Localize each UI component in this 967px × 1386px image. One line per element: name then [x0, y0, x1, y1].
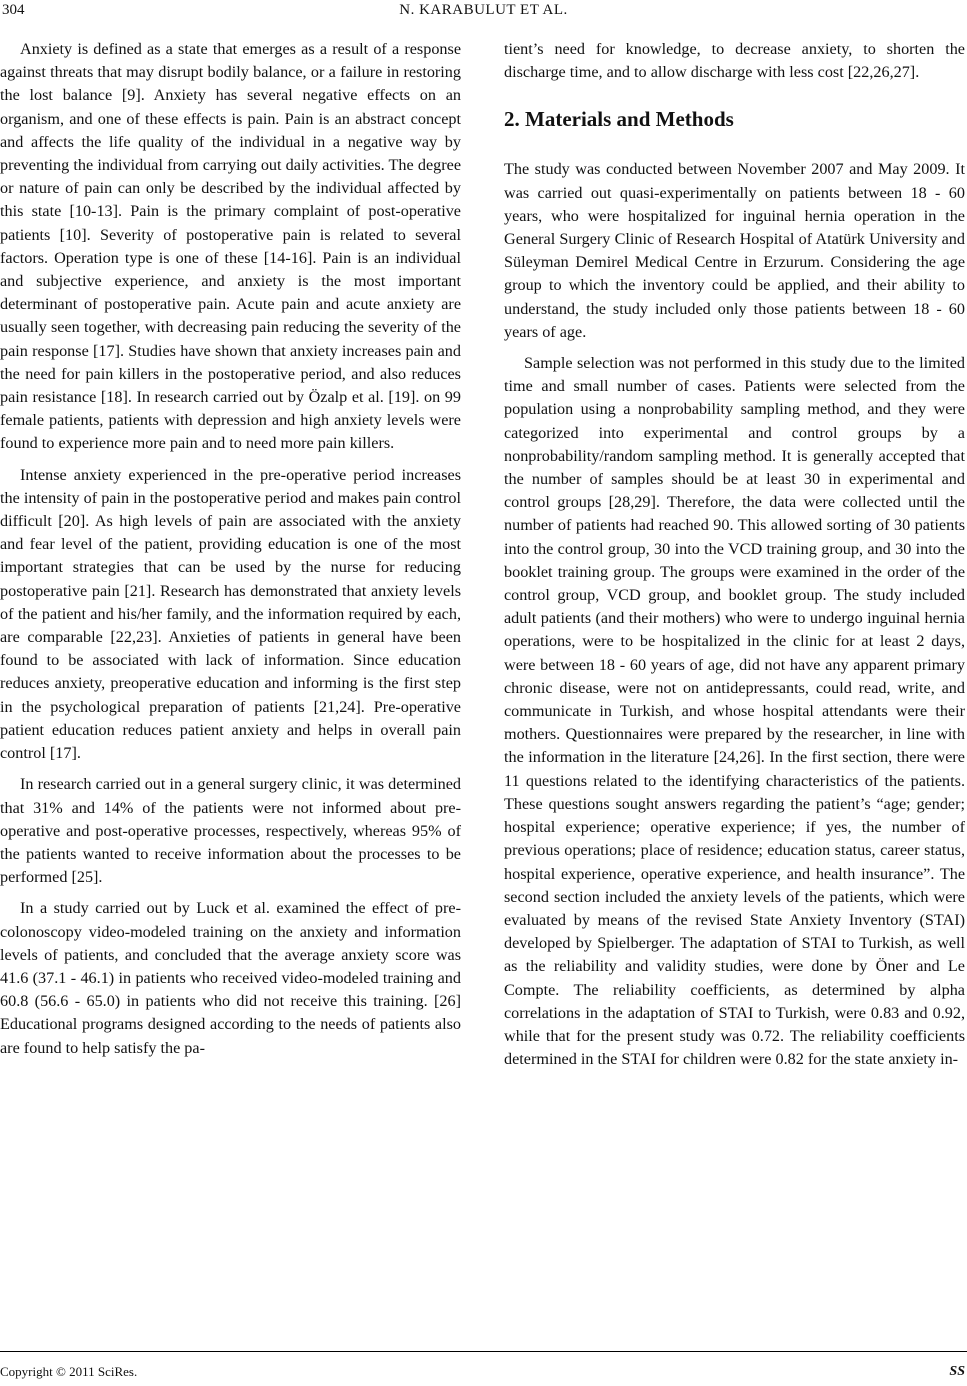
page-number: 304 — [2, 2, 25, 18]
paragraph-continuation: tient’s need for knowledge, to decrease anxiety, to shorten the discharge time, and to allow discharge with less cost [22,26,27]. — [504, 40, 965, 82]
journal-abbreviation: SS — [949, 1364, 965, 1379]
copyright-notice: Copyright © 2011 SciRes. — [0, 1364, 138, 1379]
running-head: N. KARABULUT ET AL. — [399, 2, 568, 18]
left-column — [0, 38, 461, 1068]
paragraph: In a study carried out by Luck et al. examined the effect of pre-colonoscopy video-modeled training on the anxiety and information levels of patients, and concluded that the average anxiety score was 41.6 (37.1 - 46.1) in patients who received video-modeled training and 60.8 (56.6 - 65.0) in patients who did not receive this training. [26] Educational programs designed according to the needs of patients also are found to help satisfy the pa- — [0, 899, 461, 1057]
section-heading: 2. Materials and Methods — [504, 107, 734, 132]
paragraph: Anxiety is defined as a state that emerges as a result of a response against threats that may disrupt bodily balance, or a failure in restoring the lost balance [9]. Anxiety has several negative effects on an organism, and one of these effects is pain. Pain is an abstract concept and affects the life quality of the individual in a negative way by preventing the individual from carrying out daily activities. The degree or nature of pain can only be described by the individual affected by this state [10-13]. Pain is the primary complaint of post-operative patients [10]. Severity of postoperative pain is related to several factors. Operation type is one of these [14-16]. Pain is an individual and subjective experience, and anxiety is the most important determinant of postoperative pain. Acute pain and acute anxiety are usually seen together, with decreasing pain reducing the severity of the pain response [17]. Studies have shown that anxiety increases pain and the need for pain killers in the postoperative period, and also reduces pain resistance [18]. In research carried out by Özalp et al. [19]. on 99 female patients, patients with depression and high anxiety levels were found to experience more pain and to need more pain killers. — [0, 40, 461, 453]
paragraph: Sample selection was not performed in this study due to the limited time and small number of cases. Patients were selected from the population using a nonprobability sampling method, and they were categorized into experimental and control groups by a nonprobability/random sampling method. It is generally accepted that the number of samples should be at least 30 in experimental and control groups [28,29]. Therefore, the data were collected until the number of patients had reached 90. This allowed sorting of 30 patients into the control group, 30 into the VCD training group, and 30 into the booklet training group. The groups were examined in the order of the control group, VCD group, and booklet group. The study included adult patients (and their mothers) who were to undergo inguinal hernia operations, were to be hospitalized in the clinic for at least 2 days, were between 18 - 60 years of age, did not have any apparent primary chronic disease, were not on antidepressants, could read, write, and communicate in Turkish, and whose hospital attendants were their mothers. Questionnaires were prepared by the researcher, in line with the information in the literature [24,26]. In the first section, there were 11 questions related to the identifying characteristics of the patients. These questions sought answers regarding the patient’s “age; gender; hospital experience; operative experience; if yes, the number of previous operations; place of residence; education status, career status, hospital experience, operative experience, and health insurance”. The second section included the anxiety levels of the patients, which were evaluated by means of the revised State Anxiety Inventory (STAI) developed by Spielberger. The adaptation of STAI to Turkish, as well as the reliability and validity studies, were done by Öner and Le Compte. The reliability coefficients, as determined by alpha correlations in the adaptation of STAI to Turkish, were 0.83 and 0.92, while that for the present study was 0.72. The reliability coefficients determined in the STAI for children were 0.82 for the state anxiety in- — [504, 354, 965, 1069]
right-column — [504, 38, 965, 1079]
paragraph: The study was conducted between November 2007 and May 2009. It was carried out quasi-experimentally on patients between 18 - 60 years, who were hospitalized for inguinal hernia operation in the General Surgery Clinic of Research Hospital of Atatürk University and Süleyman Demirel Medical Centre in Erzurum. Considering the age group to which the inventory could be applied, and their ability to understand, the study included only those patients between 18 - 60 years of age. — [504, 160, 965, 341]
paragraph: Intense anxiety experienced in the pre-operative period increases the intensity of pain in the postoperative period and makes pain control difficult [20]. As high levels of pain are associated with the anxiety and fear level of the patient, providing education is one of the most important strategies that can be used by the nurse for reducing postoperative pain [21]. Research has demonstrated that anxiety levels of the patient and his/her family, and the information required by each, are comparable [22,23]. Anxieties of patients in general have been found to be associated with lack of information. Since education reduces anxiety, preoperative education and informing is the first step in the psychological preparation of patients [21,24]. Pre-operative patient education reduces patient anxiety and helps in overall pain control [17]. — [0, 465, 461, 763]
paragraph: In research carried out in a general surgery clinic, it was determined that 31% and 14% of the patients were not informed about pre-operative and post-operative processes, respectively, whereas 95% of the patients wanted to receive information about the processes to be performed [25]. — [0, 775, 461, 887]
footer-divider — [0, 1351, 967, 1352]
